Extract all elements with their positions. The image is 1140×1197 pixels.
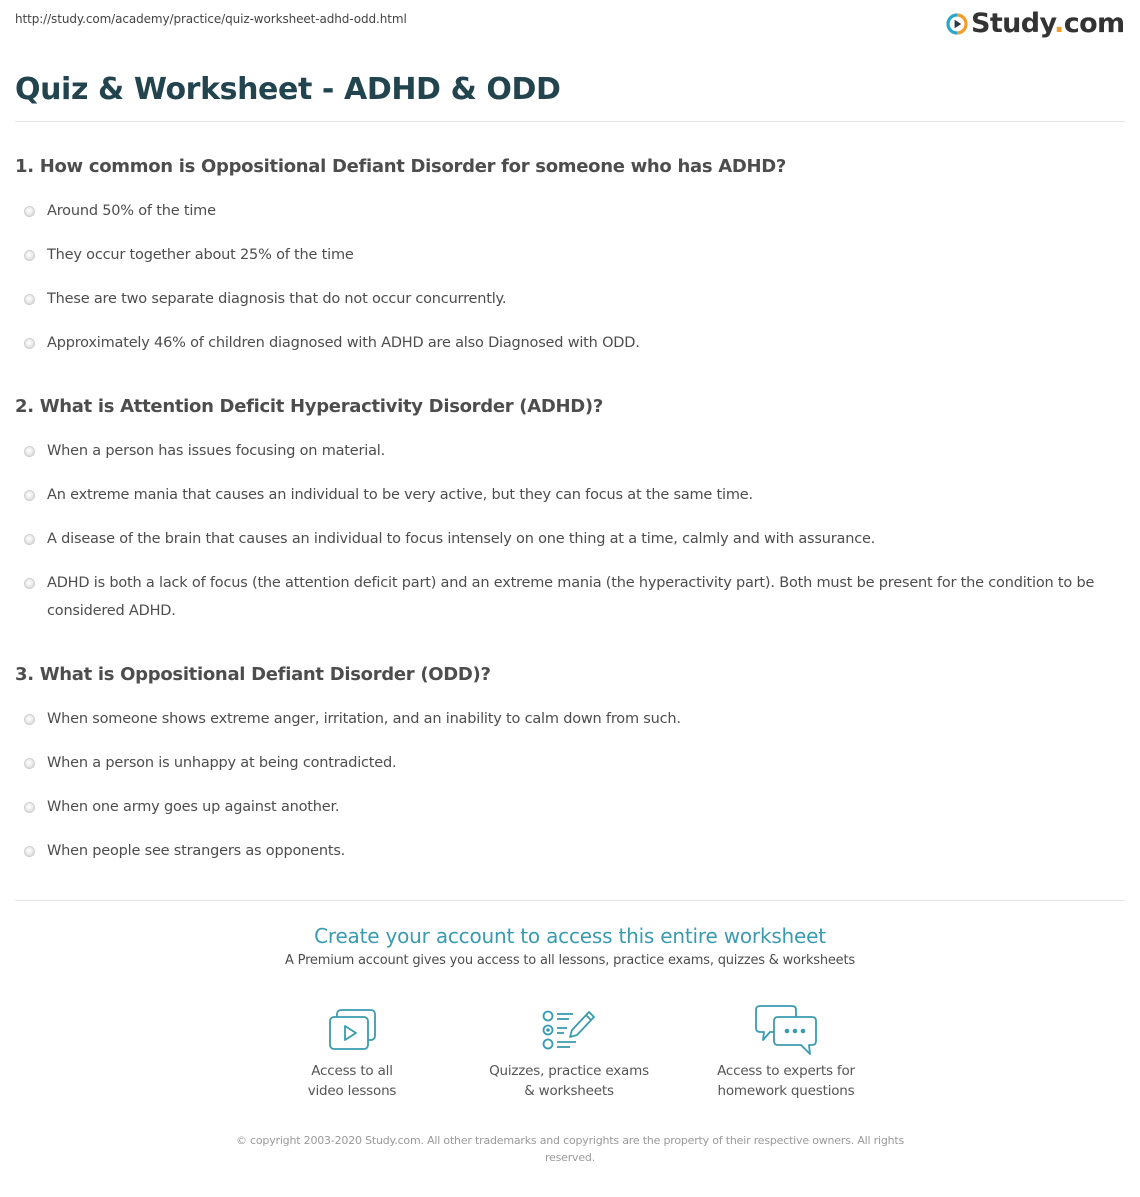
title-divider bbox=[15, 121, 1125, 122]
radio-button[interactable] bbox=[24, 446, 35, 457]
answer-text: An extreme mania that causes an individual to be very active, but they can focus at the same time. bbox=[47, 487, 753, 503]
logo-name: Study bbox=[971, 8, 1055, 39]
question-title: 2. What is Attention Deficit Hyperactivity Disorder (ADHD)? bbox=[15, 396, 603, 417]
answer-option[interactable] bbox=[15, 197, 1130, 225]
radio-button[interactable] bbox=[24, 206, 35, 217]
cta-heading[interactable]: Create your account to access this entire worksheet bbox=[314, 924, 826, 948]
answer-text: When a person is unhappy at being contradicted. bbox=[47, 755, 397, 771]
feature-quizzes bbox=[469, 1004, 669, 1101]
radio-button[interactable] bbox=[24, 534, 35, 545]
page-title: Quiz & Worksheet - ADHD & ODD bbox=[15, 72, 561, 107]
answer-list bbox=[15, 197, 1130, 357]
feature-label-line1: Quizzes, practice exams bbox=[489, 1063, 649, 1079]
logo-wordmark bbox=[971, 9, 1125, 39]
question-3 bbox=[15, 663, 1130, 881]
cta-divider bbox=[15, 900, 1125, 901]
radio-button[interactable] bbox=[24, 490, 35, 501]
radio-button[interactable] bbox=[24, 250, 35, 261]
answer-text: These are two separate diagnosis that do not occur concurrently. bbox=[47, 291, 507, 307]
answer-text: When a person has issues focusing on material. bbox=[47, 443, 386, 459]
answer-option[interactable] bbox=[15, 705, 1130, 733]
logo-tld: com bbox=[1063, 8, 1125, 39]
answer-option[interactable] bbox=[15, 569, 1130, 625]
answer-option[interactable] bbox=[15, 525, 1130, 553]
signup-cta bbox=[0, 922, 1140, 972]
answer-text: A disease of the brain that causes an individual to focus intensely on one thing at a time, calmly and with assurance. bbox=[47, 531, 876, 547]
chat-bubbles-icon bbox=[754, 1004, 818, 1056]
question-title: 1. How common is Oppositional Defiant Disorder for someone who has ADHD? bbox=[15, 156, 787, 177]
radio-button[interactable] bbox=[24, 294, 35, 305]
answer-text: When someone shows extreme anger, irritation, and an inability to calm down from such. bbox=[47, 711, 681, 727]
answer-option[interactable] bbox=[15, 329, 1130, 357]
answer-text: Around 50% of the time bbox=[47, 203, 216, 219]
answer-text: They occur together about 25% of the time bbox=[47, 247, 354, 263]
answer-option[interactable] bbox=[15, 793, 1130, 821]
feature-label-line1: Access to all bbox=[311, 1063, 393, 1079]
answer-option[interactable] bbox=[15, 837, 1130, 865]
play-circle-logo-icon bbox=[946, 13, 968, 35]
radio-button[interactable] bbox=[24, 758, 35, 769]
answer-option[interactable] bbox=[15, 285, 1130, 313]
radio-button[interactable] bbox=[24, 846, 35, 857]
feature-video-lessons bbox=[252, 1004, 452, 1101]
copyright-footer: © copyright 2003-2020 Study.com. All other trademarks and copyrights are the property of their respective owners. All rights reserved. bbox=[235, 1134, 905, 1164]
cta-subheading: A Premium account gives you access to all lessons, practice exams, quizzes & worksheets bbox=[285, 953, 855, 968]
feature-label-line2: video lessons bbox=[307, 1083, 397, 1099]
answer-option[interactable] bbox=[15, 437, 1130, 465]
quiz-checklist-icon bbox=[540, 1008, 598, 1052]
answer-text: Approximately 46% of children diagnosed with ADHD are also Diagnosed with ODD. bbox=[47, 335, 640, 351]
answer-option[interactable] bbox=[15, 481, 1130, 509]
feature-label-line2: & worksheets bbox=[524, 1083, 614, 1099]
radio-button[interactable] bbox=[24, 714, 35, 725]
question-title: 3. What is Oppositional Defiant Disorder (ODD)? bbox=[15, 664, 491, 685]
feature-experts bbox=[686, 1004, 886, 1101]
question-2 bbox=[15, 395, 1130, 641]
answer-option[interactable] bbox=[15, 749, 1130, 777]
answer-text: When people see strangers as opponents. bbox=[47, 843, 346, 859]
feature-label-line1: Access to experts for bbox=[717, 1063, 855, 1079]
radio-button[interactable] bbox=[24, 578, 35, 589]
answer-text: ADHD is both a lack of focus (the attention deficit part) and an extreme mania (the hyperactivity part). Both must be present for the condition to be considered ADHD. bbox=[47, 575, 1095, 619]
radio-button[interactable] bbox=[24, 338, 35, 349]
video-lessons-icon bbox=[326, 1008, 378, 1052]
answer-list bbox=[15, 437, 1130, 625]
feature-label-line2: homework questions bbox=[717, 1083, 855, 1099]
question-1 bbox=[15, 155, 1130, 373]
answer-option[interactable] bbox=[15, 241, 1130, 269]
study-logo[interactable] bbox=[946, 9, 1125, 39]
logo-dot: . bbox=[1054, 8, 1064, 39]
answer-list bbox=[15, 705, 1130, 865]
radio-button[interactable] bbox=[24, 802, 35, 813]
answer-text: When one army goes up against another. bbox=[47, 799, 340, 815]
page-url: http://study.com/academy/practice/quiz-worksheet-adhd-odd.html bbox=[15, 12, 407, 26]
